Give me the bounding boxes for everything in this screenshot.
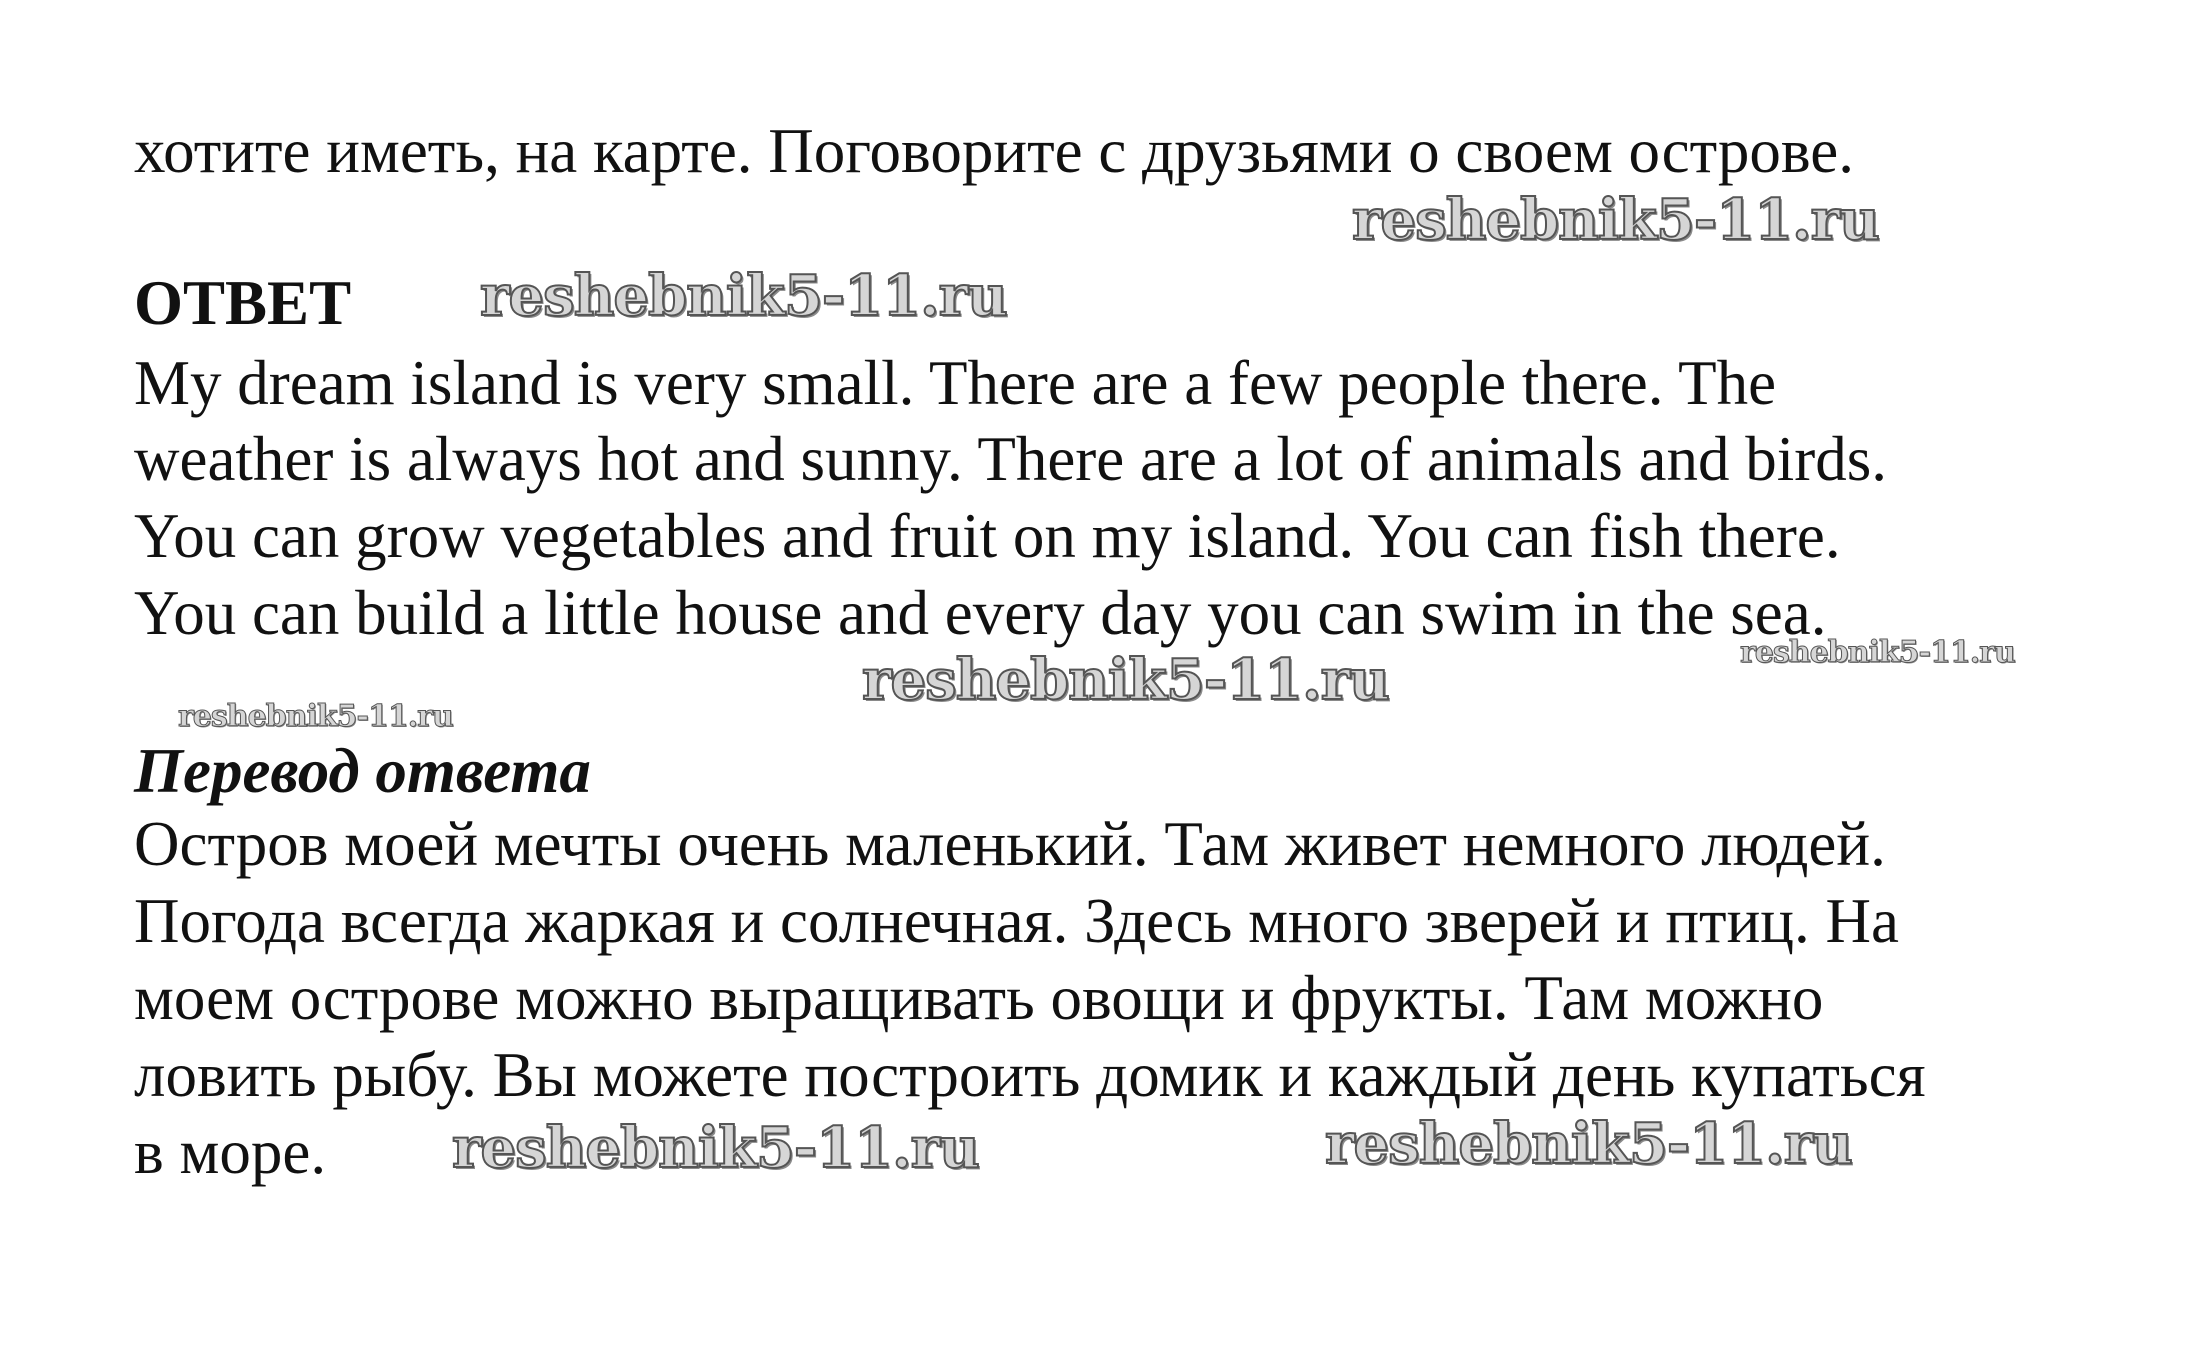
answer-line: weather is always hot and sunny. There are a lot of animals and birds. [134, 424, 1887, 494]
watermark: reshebnik5-11.ru [1740, 635, 2015, 670]
watermark: reshebnik5-11.ru [1352, 187, 1879, 253]
translation-line: в море. [134, 1117, 327, 1187]
watermark: reshebnik5-11.ru [862, 647, 1389, 713]
answer-line: My dream island is very small. There are a few people there. The [134, 348, 1777, 418]
translation-heading: Перевод ответа [134, 736, 591, 806]
answer-line: You can grow vegetables and fruit on my island. You can fish there. [134, 501, 1841, 571]
translation-line: моем острове можно выращивать овощи и фрукты. Там можно [134, 963, 1824, 1033]
translation-line: Погода всегда жаркая и солнечная. Здесь много зверей и птиц. На [134, 886, 1899, 956]
translation-line: ловить рыбу. Вы можете построить домик и каждый день купаться [134, 1040, 1926, 1110]
translation-line: Остров моей мечты очень маленький. Там живет немного людей. [134, 809, 1886, 879]
watermark: reshebnik5-11.ru [480, 263, 1007, 329]
answer-heading: ОТВЕТ [134, 268, 352, 338]
answer-line: You can build a little house and every day you can swim in the sea. [134, 578, 1827, 648]
intro-text: хотите иметь, на карте. Поговорите с друзьями о своем острове. [134, 116, 1854, 186]
watermark: reshebnik5-11.ru [1325, 1111, 1852, 1177]
watermark: reshebnik5-11.ru [178, 699, 453, 734]
watermark: reshebnik5-11.ru [452, 1115, 979, 1181]
